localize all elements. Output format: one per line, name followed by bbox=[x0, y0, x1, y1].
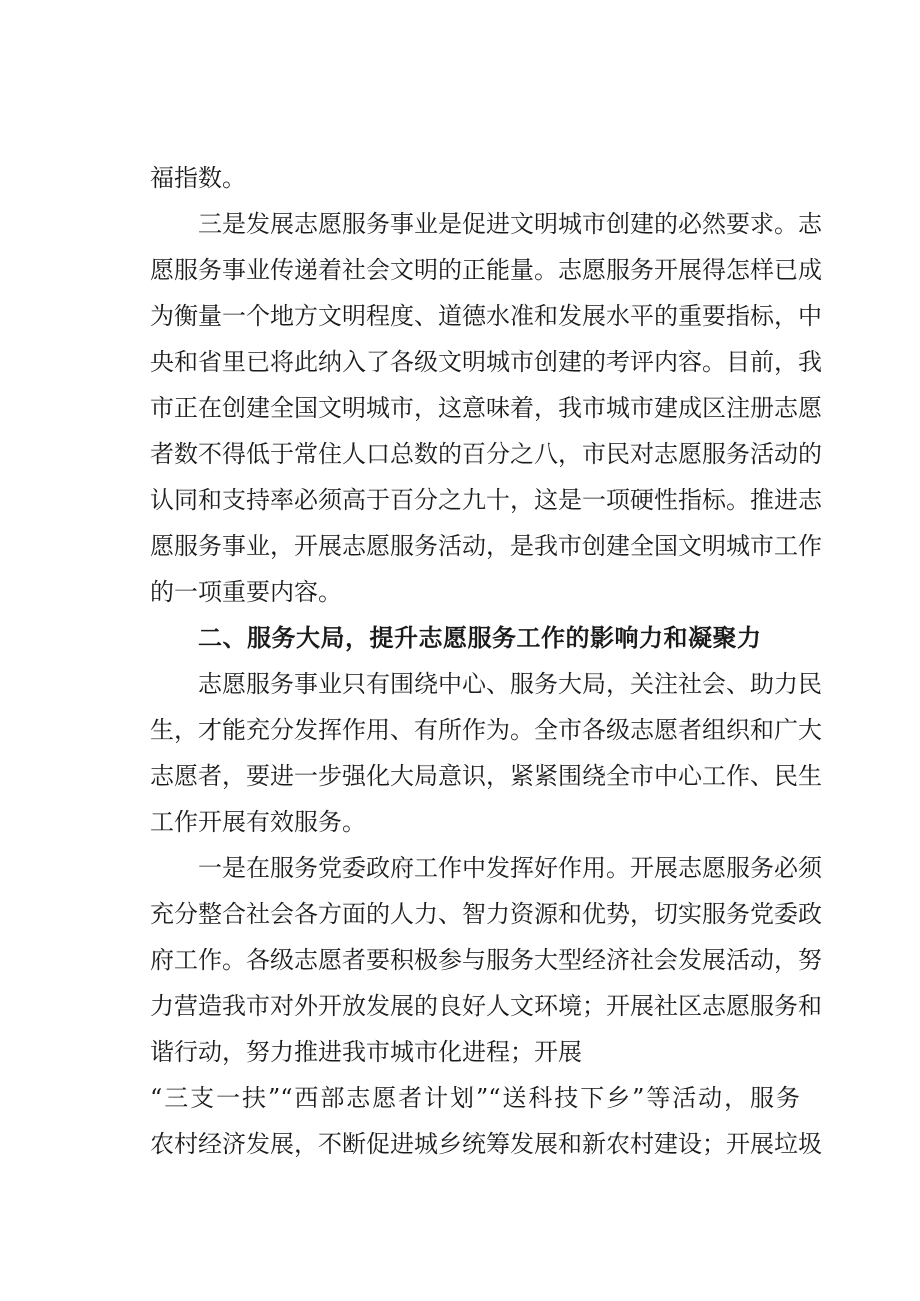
paragraph-line: 认同和支持率必须高于百分之九十，这是一项硬性指标。推进志 bbox=[150, 486, 822, 514]
paragraph-line: 志愿服务事业只有围绕中心、服务大局，关注社会、助力民 bbox=[198, 670, 822, 698]
paragraph-line: 的一项重要内容。 bbox=[150, 578, 342, 606]
paragraph-line: 愿服务事业传递着社会文明的正能量。志愿服务开展得怎样已成 bbox=[150, 256, 822, 284]
paragraph-line: 农村经济发展，不断促进城乡统筹发展和新农村建设；开展垃圾 bbox=[150, 1130, 822, 1158]
paragraph-line: 者数不得低于常住人口总数的百分之八，市民对志愿服务活动的 bbox=[150, 440, 822, 468]
paragraph-line: 福指数。 bbox=[150, 164, 246, 192]
paragraph-line: 市正在创建全国文明城市，这意味着，我市城市建成区注册志愿 bbox=[150, 394, 822, 422]
section-heading: 二、服务大局，提升志愿服务工作的影响力和凝聚力 bbox=[198, 624, 762, 652]
paragraph-line: 央和省里已将此纳入了各级文明城市创建的考评内容。目前，我 bbox=[150, 348, 822, 376]
paragraph-line: 力营造我市对外开放发展的良好人文环境；开展社区志愿服务和 bbox=[150, 992, 822, 1020]
paragraph-line: 充分整合社会各方面的人力、智力资源和优势，切实服务党委政 bbox=[150, 900, 822, 928]
paragraph-line: 为衡量一个地方文明程度、道德水准和发展水平的重要指标，中 bbox=[150, 302, 822, 330]
paragraph-line: 志愿者，要进一步强化大局意识，紧紧围绕全市中心工作、民生 bbox=[150, 762, 822, 790]
paragraph-line: 谐行动，努力推进我市城市化进程；开展 bbox=[150, 1038, 582, 1066]
paragraph-line: 生，才能充分发挥作用、有所作为。全市各级志愿者组织和广大 bbox=[150, 716, 822, 744]
paragraph-line: 一是在服务党委政府工作中发挥好作用。开展志愿服务必须 bbox=[198, 854, 822, 882]
paragraph-line: 三是发展志愿服务事业是促进文明城市创建的必然要求。志 bbox=[198, 210, 822, 238]
paragraph-line: 府工作。各级志愿者要积极参与服务大型经济社会发展活动，努 bbox=[150, 946, 822, 974]
paragraph-line: “三支一扶”“西部志愿者计划”“送科技下乡”等活动，服务 bbox=[150, 1084, 800, 1112]
paragraph-line: 工作开展有效服务。 bbox=[150, 808, 366, 836]
paragraph-line: 愿服务事业，开展志愿服务活动，是我市创建全国文明城市工作 bbox=[150, 532, 822, 560]
